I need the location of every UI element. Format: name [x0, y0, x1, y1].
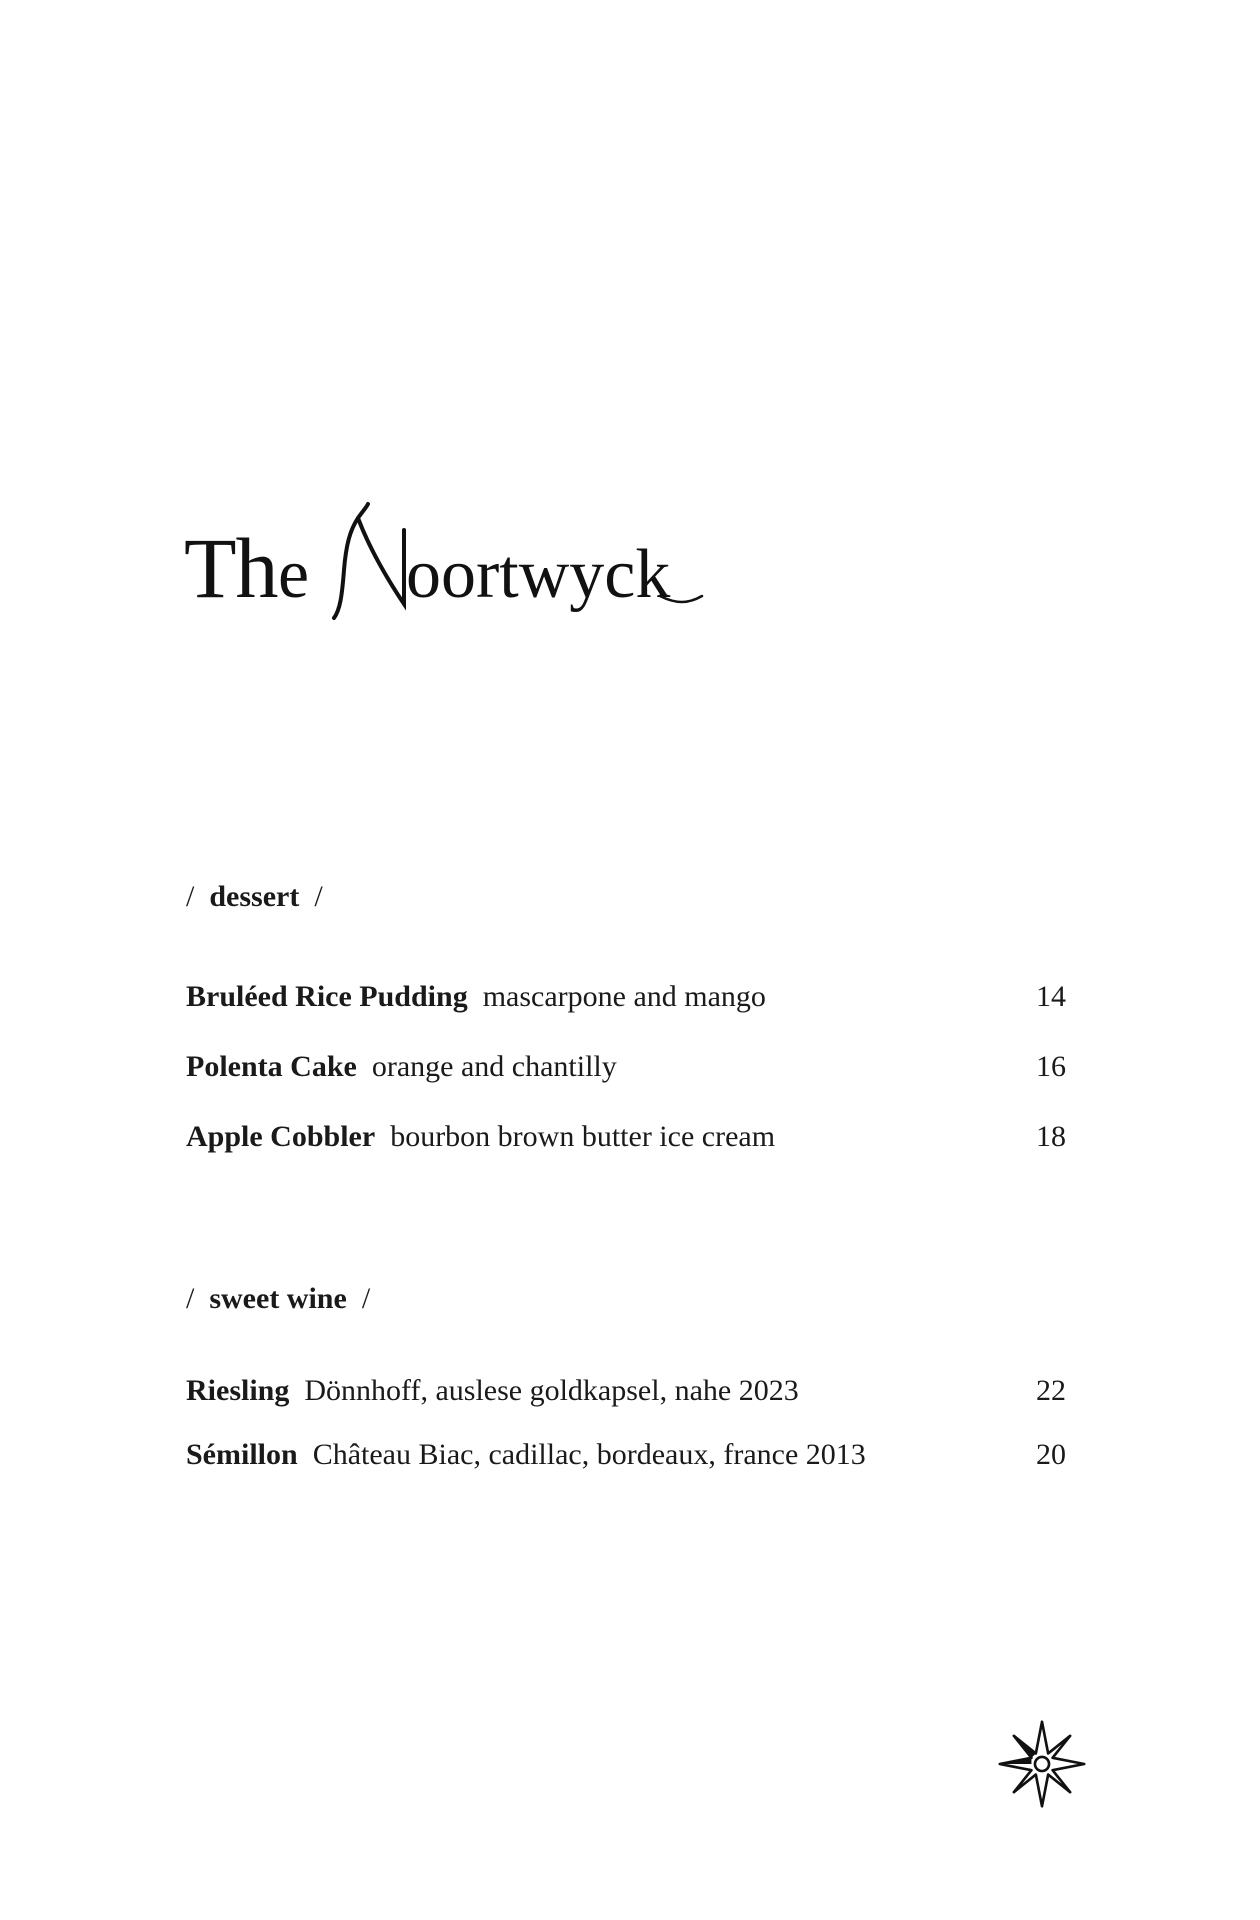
item-name: Riesling: [186, 1374, 290, 1407]
item-price: 18: [1036, 1120, 1066, 1153]
svg-text:Th: Th: [184, 520, 278, 616]
item-price: 16: [1036, 1050, 1066, 1083]
menu-item: [186, 1438, 1066, 1472]
heading-text: sweet wine: [201, 1282, 355, 1315]
heading-text: dessert: [201, 880, 307, 913]
item-name: Sémillon: [186, 1438, 298, 1471]
heading-slash-left: /: [186, 1282, 195, 1315]
heading-slash-right: /: [361, 1282, 371, 1315]
section-heading-sweet-wine: [186, 1282, 370, 1316]
brand-logo-wordmark: [182, 500, 722, 630]
item-name: Polenta Cake: [186, 1050, 357, 1083]
svg-text:e: e: [278, 536, 310, 613]
item-description: Château Biac, cadillac, bordeaux, france 2013: [305, 1438, 866, 1471]
item-price: 14: [1036, 980, 1066, 1013]
heading-slash-right: /: [314, 880, 323, 913]
item-description: Dönnhoff, auslese goldkapsel, nahe 2023: [296, 1374, 799, 1407]
heading-slash-left: /: [186, 880, 195, 913]
menu-item: [186, 980, 1066, 1014]
compass-star-icon: [998, 1720, 1086, 1808]
item-description: mascarpone and mango: [475, 980, 766, 1013]
item-description: bourbon brown butter ice cream: [382, 1120, 776, 1153]
menu-item: [186, 1050, 1066, 1084]
item-name: Apple Cobbler: [186, 1120, 376, 1153]
menu-item: [186, 1120, 1066, 1154]
section-heading-dessert: [186, 880, 323, 914]
brand-logo: [182, 500, 722, 630]
menu-item: [186, 1374, 1066, 1408]
item-description: orange and chantilly: [364, 1050, 617, 1083]
item-price: 22: [1036, 1374, 1066, 1407]
item-price: 20: [1036, 1438, 1066, 1471]
item-name: Bruléed Rice Pudding: [186, 980, 468, 1013]
svg-text:oortwyck: oortwyck: [406, 536, 671, 613]
